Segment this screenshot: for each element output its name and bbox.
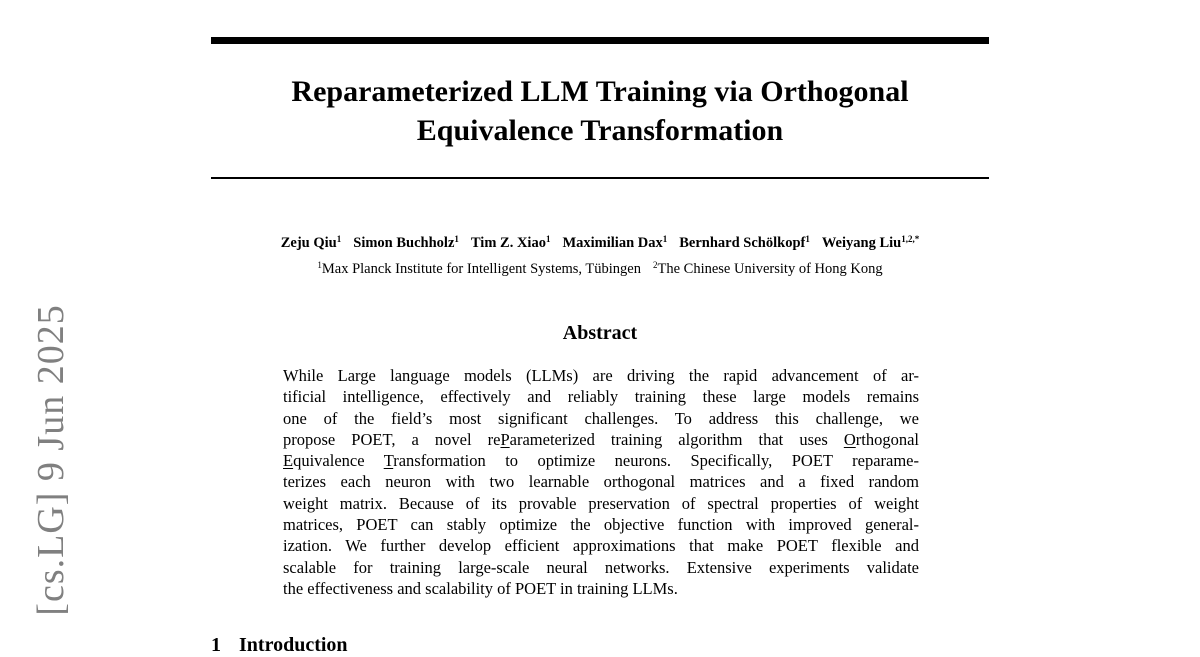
author-name: Maximilian Dax [562, 235, 663, 251]
abstract-line: one of the field’s most significant challenges. To address this challenge, we [283, 408, 919, 428]
author [353, 235, 459, 251]
abstract-text: quivalence [293, 451, 384, 471]
section-number: 1 [211, 634, 221, 656]
title-top-rule [211, 37, 989, 44]
author [562, 235, 667, 251]
author [281, 235, 342, 251]
section-heading [211, 633, 348, 657]
section-title: Introduction [239, 634, 348, 656]
arxiv-stamp: [cs.LG] 9 Jun 2025 [30, 304, 72, 616]
abstract-line: tificial intelligence, effectively and reliably training these large models remains [283, 387, 919, 407]
affiliation-name: Max Planck Institute for Intelligent Systems, Tübingen [321, 261, 641, 277]
author-affiliation-marker: 1 [454, 234, 459, 244]
author-affiliation-marker: 1,2,* [901, 234, 920, 244]
acronym-letter: E [283, 451, 294, 471]
abstract-line [283, 429, 919, 450]
author [471, 235, 551, 251]
acronym-letter: O [843, 429, 856, 449]
abstract-line: scalable for training large-scale neural networks. Extensive experiments validate [283, 557, 919, 577]
author-name: Tim Z. Xiao [470, 235, 546, 251]
author-name: Bernhard Schölkopf [679, 235, 806, 251]
affiliation-marker: 1 [317, 260, 322, 270]
affiliation-name: The Chinese University of Hong Kong [657, 261, 883, 277]
abstract-line [283, 450, 919, 471]
paper-title [211, 72, 989, 150]
abstract-line: ization. We further develop efficient approximations that make POET flexible and [283, 536, 919, 556]
abstract-heading: Abstract [562, 322, 638, 344]
affiliation [653, 261, 883, 277]
affiliation-marker: 2 [652, 260, 658, 270]
abstract-text: arameterized training algorithm that uses [509, 429, 844, 449]
abstract-text: propose POET, a novel re [283, 429, 501, 449]
acronym-letter: T [383, 451, 394, 471]
author-affiliation-marker: 1 [545, 234, 551, 244]
abstract-line: matrices, POET can stably optimize the objective function with improved general- [283, 515, 919, 535]
abstract-line: terizes each neuron with two learnable orthogonal matrices and a fixed random [283, 472, 919, 492]
abstract-text: rthogonal [855, 429, 919, 449]
abstract-body [283, 365, 919, 599]
author-affiliation-marker: 1 [805, 234, 810, 244]
affiliation-list [150, 260, 1050, 278]
title-line: Equivalence Transformation [416, 114, 784, 147]
title-bottom-rule [211, 177, 989, 179]
abstract-text: ransformation to optimize neurons. Specifically, POET reparame- [393, 451, 919, 471]
author [822, 235, 919, 251]
author-name: Weiyang Liu [821, 235, 902, 251]
abstract-line: the effectiveness and scalability of POET in training LLMs. [283, 578, 678, 598]
author-list [150, 234, 1050, 252]
author [679, 235, 810, 251]
author-name: Zeju Qiu [280, 235, 337, 251]
abstract-line: weight matrix. Because of its provable preservation of spectral properties of weight [283, 493, 919, 513]
author-affiliation-marker: 1 [662, 234, 668, 244]
affiliation [317, 261, 641, 277]
acronym-letter: P [500, 429, 510, 449]
abstract-line: While Large language models (LLMs) are driving the rapid advancement of ar- [283, 366, 919, 385]
author-name: Simon Buchholz [353, 235, 455, 251]
title-line: Reparameterized LLM Training via Orthogonal [291, 75, 909, 108]
author-affiliation-marker: 1 [336, 234, 342, 244]
